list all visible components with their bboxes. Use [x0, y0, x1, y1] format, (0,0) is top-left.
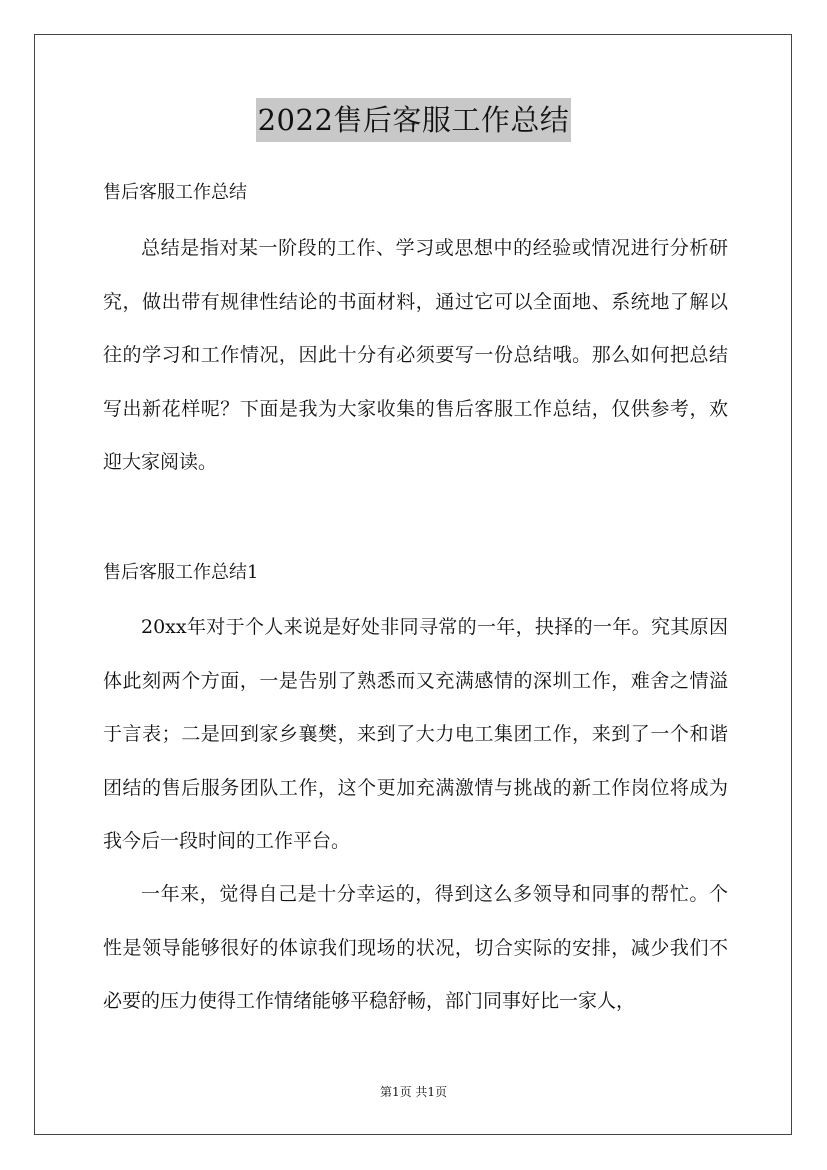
title-container [0, 98, 827, 142]
page-number-footer: 第1页 共1页 [379, 1085, 448, 1099]
section-1-heading: 售后客服工作总结1 [103, 562, 259, 583]
intro-paragraph: 总结是指对某一阶段的工作、学习或思想中的经验或情况进行分析研究，做出带有规律性结论的书面材料，通过它可以全面地、系统地了解以往的学习和工作情况，因此十分有必须要写一份总结哦。那么如何把总结写出新花样呢？下面是我为大家收集的售后客服工作总结，仅供参考，欢迎大家阅读。 [103, 237, 728, 473]
section-1-paragraph-1: 20xx年对于个人来说是好处非同寻常的一年，抉择的一年。究其原因体此刻两个方面，一是告别了熟悉而又充满感情的深圳工作，难舍之情溢于言表；二是回到家乡襄樊，来到了大力电工集团工作，来到了一个和谐团结的售后服务团队工作，这个更加充满激情与挑战的新工作岗位将成为我今后一段时间的工作平台。 [103, 616, 728, 852]
section-1-paragraph-2: 一年来，觉得自己是十分幸运的，得到这么多领导和同事的帮忙。个性是领导能够很好的体谅我们现场的状况，切合实际的安排，减少我们不必要的压力使得工作情绪能够平稳舒畅，部门同事好比一家人， [103, 883, 728, 1012]
document-title: 2022售后客服工作总结 [256, 98, 572, 142]
intro-heading: 售后客服工作总结 [103, 182, 247, 203]
